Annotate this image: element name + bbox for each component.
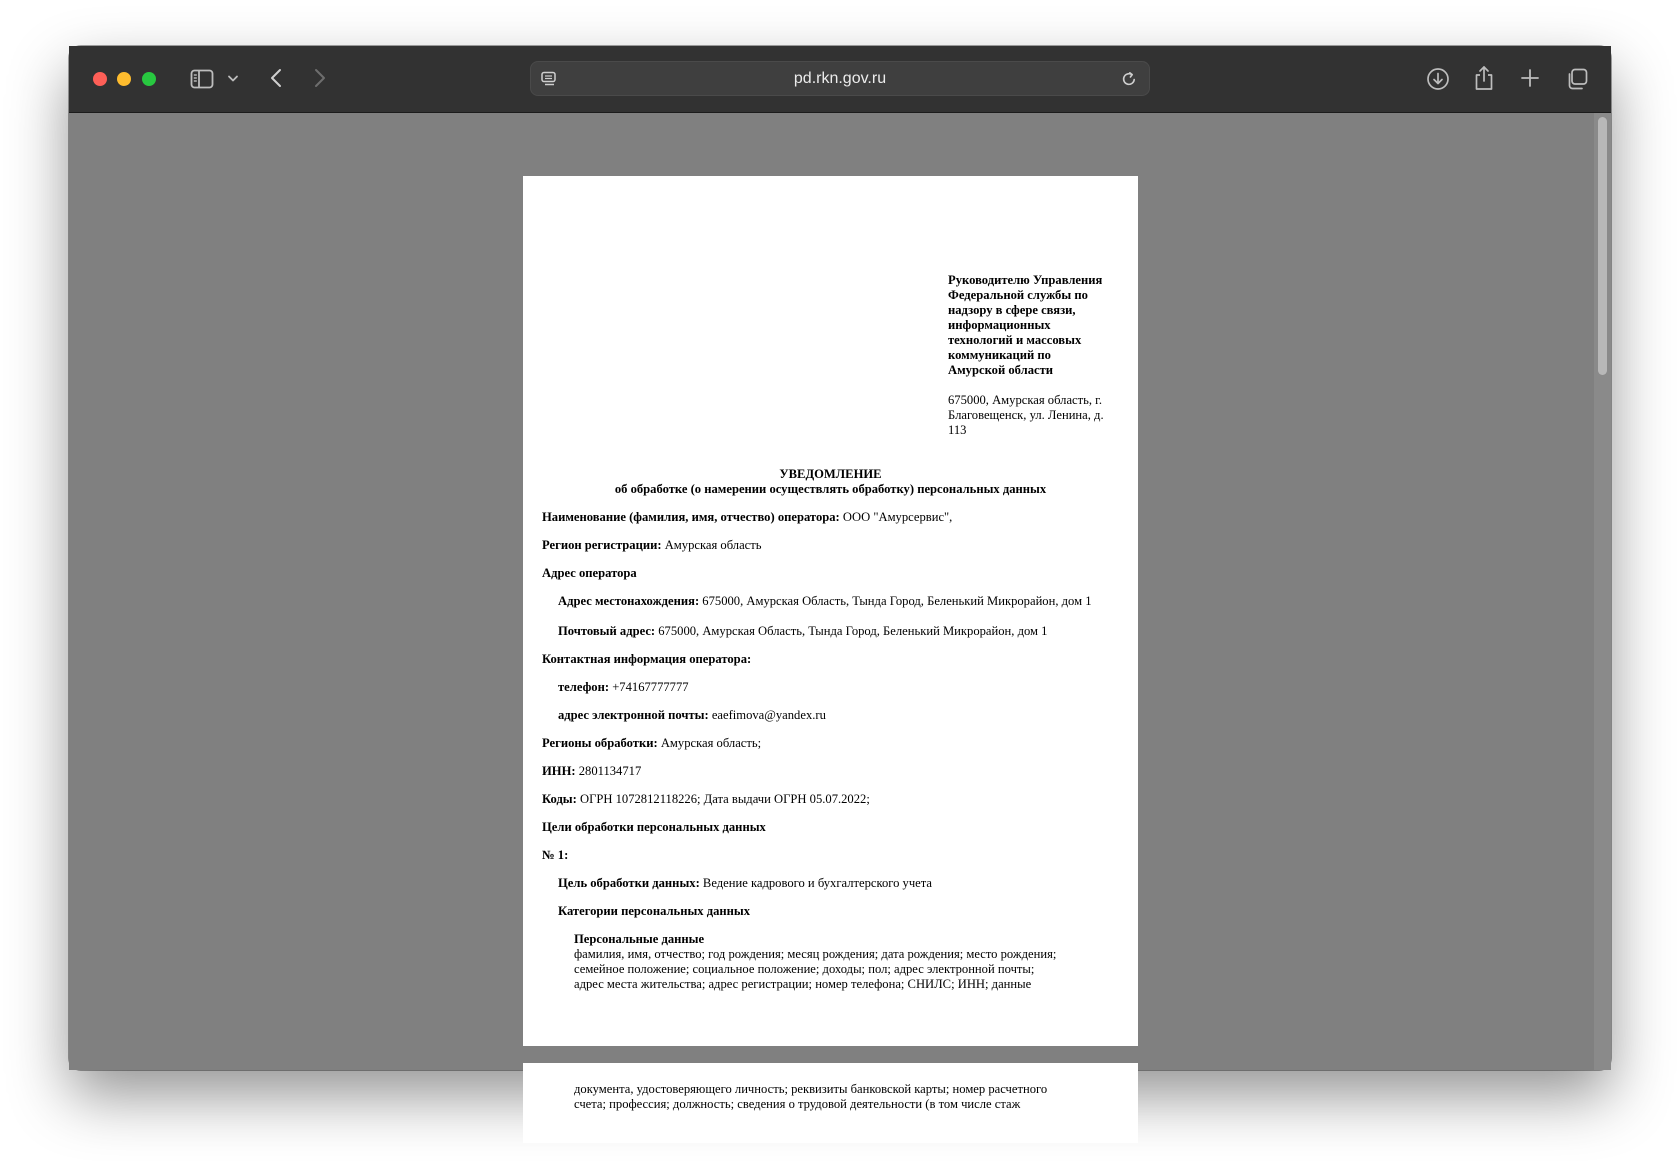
document-subtitle: об обработке (о намерении осуществлять обработку) персональных данных xyxy=(614,482,1047,496)
url-text[interactable]: pd.rkn.gov.ru xyxy=(793,70,887,87)
document-page-2 xyxy=(523,1063,1138,1143)
field-label: Цель обработки данных: xyxy=(558,876,700,890)
codes xyxy=(542,792,870,807)
sidebar-toggle-icon[interactable] xyxy=(190,68,214,90)
personal-data-line: документа, удостоверяющего личность; реквизиты банковской карты; номер расчетного xyxy=(574,1082,1048,1096)
recipient-line: Федеральной службы по xyxy=(948,288,1088,302)
scrollbar[interactable] xyxy=(1594,113,1611,1070)
section-heading: Категории персональных данных xyxy=(558,904,751,918)
contacts-heading xyxy=(542,652,751,667)
field-label: телефон: xyxy=(558,680,610,694)
field-value: ОГРН 1072812118226; Дата выдачи ОГРН 05.07.2022; xyxy=(576,792,870,806)
email xyxy=(558,708,826,723)
recipient-address-line: Благовещенск, ул. Ленина, д. xyxy=(948,408,1104,422)
field-value: 675000, Амурская Область, Тында Город, Беленький Микрорайон, дом 1 xyxy=(699,594,1092,608)
field-label: Почтовый адрес: xyxy=(558,624,656,638)
field-label: Наименование (фамилия, имя, отчество) оператора: xyxy=(542,510,840,524)
reload-icon[interactable] xyxy=(1119,69,1139,89)
registration-region xyxy=(542,538,762,553)
personal-data-line: счета; профессия; должность; сведения о трудовой деятельности (в том числе стаж xyxy=(574,1097,1021,1111)
field-value: Амурская область; xyxy=(657,736,762,750)
purposes-heading xyxy=(542,820,766,835)
document-title: УВЕДОМЛЕНИЕ xyxy=(779,467,882,481)
minimize-window-button[interactable] xyxy=(117,72,131,86)
location-address xyxy=(558,594,1118,609)
browser-window xyxy=(69,46,1611,1111)
zoom-window-button[interactable] xyxy=(142,72,156,86)
personal-data-line: фамилия, имя, отчество; год рождения; месяц рождения; дата рождения; место рождения; xyxy=(574,947,1057,961)
personal-data-heading xyxy=(574,932,704,947)
section-heading: Персональные данные xyxy=(574,932,705,946)
field-value: +74167777777 xyxy=(609,680,689,694)
forward-icon[interactable] xyxy=(312,67,328,89)
postal-address xyxy=(558,624,1047,639)
recipient-line: информационных xyxy=(948,318,1051,332)
operator-name xyxy=(542,510,952,525)
purpose-number xyxy=(542,848,568,863)
personal-data-line: адрес места жительства; адрес регистрации; номер телефона; СНИЛС; ИНН; данные xyxy=(574,977,1032,991)
field-value: eaefimova@yandex.ru xyxy=(708,708,826,722)
section-heading: № 1: xyxy=(542,848,569,862)
recipient-line: коммуникаций по xyxy=(948,348,1051,362)
field-label: ИНН: xyxy=(542,764,576,778)
chevron-down-icon[interactable] xyxy=(227,73,239,85)
recipient-line: Руководителю Управления xyxy=(948,273,1103,287)
downloads-icon[interactable] xyxy=(1425,66,1451,92)
field-value: Амурская область xyxy=(661,538,762,552)
field-label: адрес электронной почты: xyxy=(558,708,709,722)
field-value: 2801134717 xyxy=(575,764,642,778)
categories-heading xyxy=(558,904,750,919)
recipient-line: Амурской области xyxy=(948,363,1054,377)
scrollbar-thumb[interactable] xyxy=(1598,117,1607,375)
address-bar[interactable] xyxy=(530,61,1150,96)
processing-regions xyxy=(542,736,761,751)
new-tab-icon[interactable] xyxy=(1519,67,1541,89)
browser-toolbar xyxy=(69,46,1611,113)
field-value: 675000, Амурская Область, Тында Город, Беленький Микрорайон, дом 1 xyxy=(655,624,1048,638)
pdf-viewer[interactable] xyxy=(69,113,1594,1111)
personal-data-line: семейное положение; социальное положение; доходы; пол; адрес электронной почты; xyxy=(574,962,1035,976)
section-heading: Адрес оператора xyxy=(542,566,637,580)
recipient-line: технологий и массовых xyxy=(948,333,1082,347)
field-label: Регион регистрации: xyxy=(542,538,662,552)
phone xyxy=(558,680,689,695)
field-value: Ведение кадрового и бухгалтерского учета xyxy=(699,876,933,890)
recipient-address-line: 675000, Амурская область, г. xyxy=(948,393,1103,407)
recipient-block xyxy=(948,273,1120,378)
recipient-address-line: 113 xyxy=(948,423,967,437)
close-window-button[interactable] xyxy=(93,72,107,86)
address-heading xyxy=(542,566,637,581)
field-label: Регионы обработки: xyxy=(542,736,658,750)
tab-overview-icon[interactable] xyxy=(1564,66,1590,92)
back-icon[interactable] xyxy=(268,67,284,89)
purpose xyxy=(558,876,932,891)
recipient-line: надзору в сфере связи, xyxy=(948,303,1076,317)
field-value: ООО "Амурсервис", xyxy=(839,510,953,524)
field-label: Адрес местонахождения: xyxy=(558,594,700,608)
section-heading: Цели обработки персональных данных xyxy=(542,820,766,834)
recipient-address xyxy=(948,393,1120,438)
inn xyxy=(542,764,641,779)
section-heading: Контактная информация оператора: xyxy=(542,652,752,666)
share-icon[interactable] xyxy=(1472,64,1496,92)
document-page-1 xyxy=(523,176,1138,1046)
field-label: Коды: xyxy=(542,792,577,806)
